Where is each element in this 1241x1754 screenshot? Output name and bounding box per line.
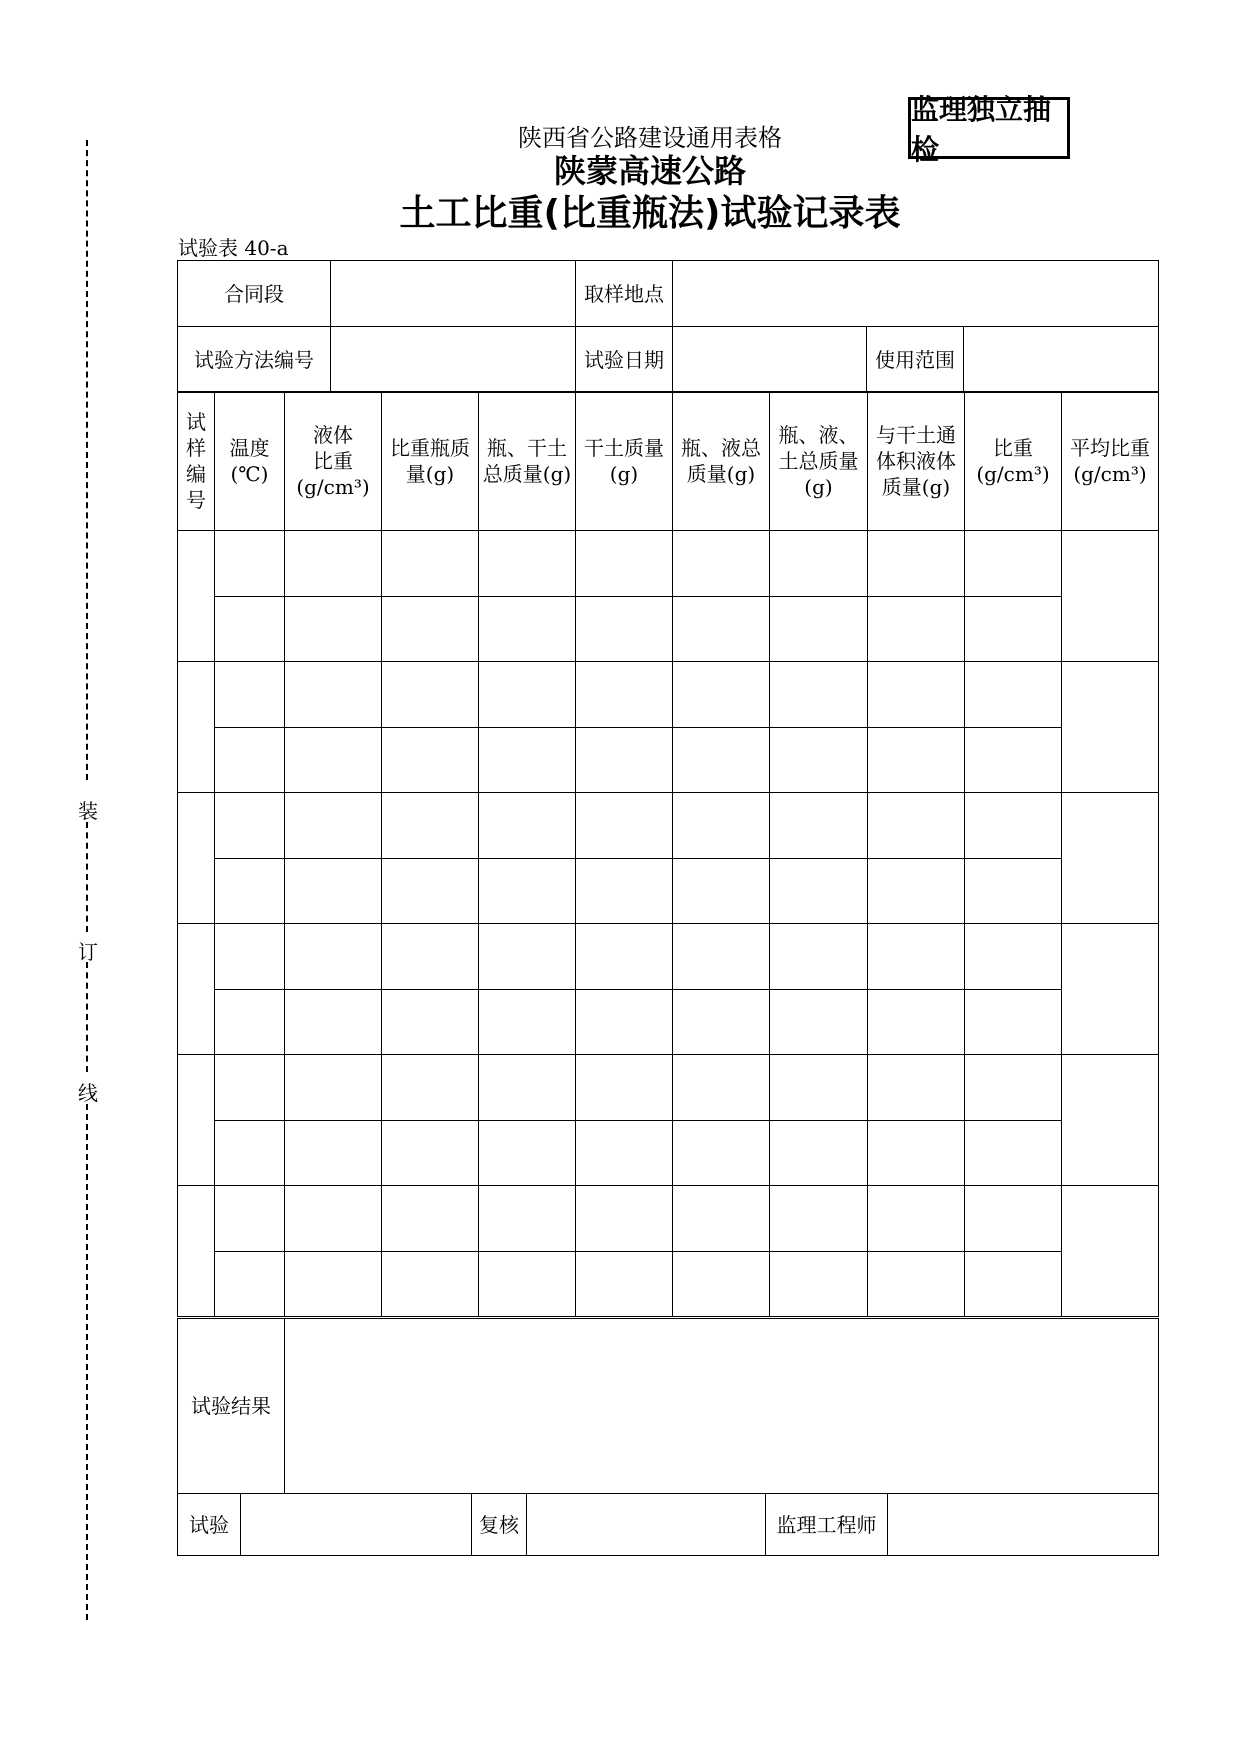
binding-line-bottom bbox=[86, 1104, 88, 1620]
form-code: 试验表 40-a bbox=[178, 236, 289, 260]
sample-no-cell[interactable] bbox=[178, 1055, 215, 1186]
result-label: 试验结果 bbox=[178, 1319, 285, 1494]
data-cell[interactable] bbox=[576, 531, 673, 597]
avg-specific-gravity-cell[interactable] bbox=[1062, 531, 1159, 662]
data-cell[interactable] bbox=[215, 924, 285, 990]
data-cell[interactable] bbox=[382, 1055, 479, 1121]
data-cell[interactable] bbox=[382, 531, 479, 597]
data-cell[interactable] bbox=[673, 1121, 770, 1186]
data-cell[interactable] bbox=[868, 990, 965, 1055]
data-cell[interactable] bbox=[770, 597, 868, 662]
data-cell[interactable] bbox=[285, 1121, 382, 1186]
data-cell[interactable] bbox=[965, 990, 1062, 1055]
data-cell[interactable] bbox=[576, 1055, 673, 1121]
data-cell[interactable] bbox=[965, 924, 1062, 990]
data-cell[interactable] bbox=[576, 990, 673, 1055]
table-row bbox=[178, 1252, 1159, 1317]
data-cell[interactable] bbox=[673, 1055, 770, 1121]
data-cell[interactable] bbox=[215, 597, 285, 662]
data-cell[interactable] bbox=[382, 597, 479, 662]
test-date-label: 试验日期 bbox=[576, 327, 673, 393]
table-row bbox=[178, 924, 1159, 990]
data-cell[interactable] bbox=[770, 1121, 868, 1186]
data-cell[interactable] bbox=[673, 859, 770, 924]
data-cell[interactable] bbox=[770, 1186, 868, 1252]
data-cell[interactable] bbox=[479, 924, 576, 990]
table-row bbox=[178, 1055, 1159, 1121]
data-cell[interactable] bbox=[868, 597, 965, 662]
usage-scope-label: 使用范围 bbox=[867, 327, 964, 393]
binding-char-zhuang: 装 bbox=[78, 799, 98, 823]
supervision-stamp: 监理独立抽检 bbox=[908, 97, 1070, 159]
data-cell[interactable] bbox=[285, 1055, 382, 1121]
data-cell[interactable] bbox=[215, 1055, 285, 1121]
data-cell[interactable] bbox=[479, 531, 576, 597]
binding-char-xian: 线 bbox=[78, 1081, 98, 1105]
binding-line-top bbox=[86, 140, 88, 780]
sampling-location-label: 取样地点 bbox=[576, 261, 673, 327]
method-number-label: 试验方法编号 bbox=[178, 327, 331, 393]
tester-field[interactable] bbox=[241, 1494, 472, 1556]
info-table bbox=[177, 260, 1159, 393]
data-cell[interactable] bbox=[479, 1186, 576, 1252]
data-cell[interactable] bbox=[770, 662, 868, 728]
tester-label: 试验 bbox=[178, 1494, 241, 1556]
data-cell[interactable] bbox=[868, 1252, 965, 1317]
data-cell[interactable] bbox=[285, 531, 382, 597]
col-bottle-mass: 比重瓶质 量(g) bbox=[382, 392, 479, 531]
data-cell[interactable] bbox=[215, 1121, 285, 1186]
data-cell[interactable] bbox=[479, 859, 576, 924]
reviewer-label: 复核 bbox=[472, 1494, 527, 1556]
sample-no-cell[interactable] bbox=[178, 1186, 215, 1317]
data-cell[interactable] bbox=[770, 728, 868, 793]
data-cell[interactable] bbox=[215, 859, 285, 924]
data-cell[interactable] bbox=[285, 662, 382, 728]
col-dry-soil-mass: 干土质量 (g) bbox=[576, 392, 673, 531]
data-cell[interactable] bbox=[576, 1121, 673, 1186]
supervisor-label: 监理工程师 bbox=[766, 1494, 888, 1556]
sample-no-cell[interactable] bbox=[178, 924, 215, 1055]
data-cell[interactable] bbox=[285, 924, 382, 990]
header-subtitle: 陕西省公路建设通用表格 bbox=[518, 124, 782, 152]
data-cell[interactable] bbox=[673, 597, 770, 662]
data-cell[interactable] bbox=[285, 728, 382, 793]
col-avg-specific-gravity: 平均比重 (g/cm³) bbox=[1062, 392, 1159, 531]
supervisor-field[interactable] bbox=[888, 1494, 1159, 1556]
avg-specific-gravity-cell[interactable] bbox=[1062, 1186, 1159, 1317]
data-cell[interactable] bbox=[382, 793, 479, 859]
data-cell[interactable] bbox=[479, 597, 576, 662]
data-cell[interactable] bbox=[285, 1186, 382, 1252]
data-cell[interactable] bbox=[673, 1186, 770, 1252]
data-cell[interactable] bbox=[576, 662, 673, 728]
data-cell[interactable] bbox=[576, 793, 673, 859]
data-cell[interactable] bbox=[673, 662, 770, 728]
header-project: 陕蒙高速公路 bbox=[553, 152, 746, 190]
data-cell[interactable] bbox=[770, 1252, 868, 1317]
data-cell[interactable] bbox=[673, 1252, 770, 1317]
data-cell[interactable] bbox=[965, 1121, 1062, 1186]
data-cell[interactable] bbox=[965, 1186, 1062, 1252]
binding-line-mid2 bbox=[86, 962, 88, 1072]
data-cell[interactable] bbox=[868, 531, 965, 597]
contract-section-field[interactable] bbox=[331, 261, 576, 327]
data-cell[interactable] bbox=[965, 597, 1062, 662]
data-cell[interactable] bbox=[382, 859, 479, 924]
data-cell[interactable] bbox=[965, 793, 1062, 859]
table-row bbox=[178, 597, 1159, 662]
result-table bbox=[177, 1318, 1159, 1494]
data-cell[interactable] bbox=[382, 1121, 479, 1186]
data-cell[interactable] bbox=[965, 728, 1062, 793]
data-cell[interactable] bbox=[673, 924, 770, 990]
data-cell[interactable] bbox=[868, 859, 965, 924]
binding-char-ding: 订 bbox=[78, 940, 98, 964]
data-cell[interactable] bbox=[285, 859, 382, 924]
data-cell[interactable] bbox=[576, 597, 673, 662]
binding-line-mid1 bbox=[86, 822, 88, 932]
table-row bbox=[178, 1121, 1159, 1186]
avg-specific-gravity-cell[interactable] bbox=[1062, 793, 1159, 924]
data-cell[interactable] bbox=[285, 793, 382, 859]
data-cell[interactable] bbox=[479, 728, 576, 793]
data-cell[interactable] bbox=[770, 990, 868, 1055]
data-cell[interactable] bbox=[770, 859, 868, 924]
col-temperature: 温度 (℃) bbox=[215, 392, 285, 531]
table-row bbox=[178, 990, 1159, 1055]
data-cell[interactable] bbox=[382, 728, 479, 793]
data-cell[interactable] bbox=[868, 662, 965, 728]
data-cell[interactable] bbox=[382, 1186, 479, 1252]
data-cell[interactable] bbox=[382, 1252, 479, 1317]
sample-no-cell[interactable] bbox=[178, 793, 215, 924]
data-cell[interactable] bbox=[770, 1055, 868, 1121]
data-cell[interactable] bbox=[215, 1186, 285, 1252]
col-bottle-liquid: 瓶、液总 质量(g) bbox=[673, 392, 770, 531]
data-cell[interactable] bbox=[215, 1252, 285, 1317]
data-cell[interactable] bbox=[868, 728, 965, 793]
data-cell[interactable] bbox=[215, 793, 285, 859]
data-cell[interactable] bbox=[215, 531, 285, 597]
header-title: 土工比重(比重瓶法)试验记录表 bbox=[399, 193, 901, 234]
table-row bbox=[178, 793, 1159, 859]
data-cell[interactable] bbox=[965, 859, 1062, 924]
data-cell[interactable] bbox=[673, 531, 770, 597]
avg-specific-gravity-cell[interactable] bbox=[1062, 924, 1159, 1055]
data-cell[interactable] bbox=[965, 531, 1062, 597]
data-cell[interactable] bbox=[382, 924, 479, 990]
data-cell[interactable] bbox=[479, 1055, 576, 1121]
test-date-field[interactable] bbox=[673, 327, 867, 393]
data-table bbox=[177, 391, 1159, 1317]
data-cell[interactable] bbox=[673, 793, 770, 859]
data-cell[interactable] bbox=[479, 990, 576, 1055]
col-sample-no: 试样编号 bbox=[178, 392, 215, 531]
col-specific-gravity: 比重 (g/cm³) bbox=[965, 392, 1062, 531]
data-rows bbox=[178, 531, 1159, 1317]
data-cell[interactable] bbox=[576, 924, 673, 990]
col-equal-volume-liquid: 与干土通 体积液体 质量(g) bbox=[868, 392, 965, 531]
data-cell[interactable] bbox=[965, 1055, 1062, 1121]
data-cell[interactable] bbox=[868, 1121, 965, 1186]
column-header-row bbox=[178, 392, 1159, 531]
table-row bbox=[178, 531, 1159, 597]
usage-scope-field[interactable] bbox=[964, 327, 1159, 393]
data-cell[interactable] bbox=[576, 1186, 673, 1252]
data-cell[interactable] bbox=[770, 531, 868, 597]
data-cell[interactable] bbox=[770, 924, 868, 990]
data-cell[interactable] bbox=[215, 990, 285, 1055]
data-cell[interactable] bbox=[673, 990, 770, 1055]
signature-table bbox=[177, 1493, 1159, 1556]
table-row bbox=[178, 662, 1159, 728]
data-cell[interactable] bbox=[576, 859, 673, 924]
data-cell[interactable] bbox=[479, 1121, 576, 1186]
reviewer-field[interactable] bbox=[527, 1494, 766, 1556]
data-cell[interactable] bbox=[285, 597, 382, 662]
col-bottle-liquid-soil: 瓶、液、 土总质量 (g) bbox=[770, 392, 868, 531]
data-cell[interactable] bbox=[576, 728, 673, 793]
data-cell[interactable] bbox=[382, 662, 479, 728]
data-cell[interactable] bbox=[285, 1252, 382, 1317]
data-cell[interactable] bbox=[673, 728, 770, 793]
method-number-field[interactable] bbox=[331, 327, 576, 393]
avg-specific-gravity-cell[interactable] bbox=[1062, 1055, 1159, 1186]
data-cell[interactable] bbox=[215, 728, 285, 793]
col-liquid-density: 液体 比重 (g/cm³) bbox=[285, 392, 382, 531]
data-cell[interactable] bbox=[965, 1252, 1062, 1317]
contract-section-label: 合同段 bbox=[178, 261, 331, 327]
sample-no-cell[interactable] bbox=[178, 662, 215, 793]
data-cell[interactable] bbox=[479, 662, 576, 728]
data-cell[interactable] bbox=[868, 793, 965, 859]
data-cell[interactable] bbox=[770, 793, 868, 859]
data-cell[interactable] bbox=[868, 924, 965, 990]
data-cell[interactable] bbox=[576, 1252, 673, 1317]
sampling-location-field[interactable] bbox=[673, 261, 1159, 327]
data-cell[interactable] bbox=[868, 1186, 965, 1252]
table-row bbox=[178, 859, 1159, 924]
sample-no-cell[interactable] bbox=[178, 531, 215, 662]
result-field[interactable] bbox=[285, 1319, 1159, 1494]
avg-specific-gravity-cell[interactable] bbox=[1062, 662, 1159, 793]
data-cell[interactable] bbox=[965, 662, 1062, 728]
col-bottle-dry-soil: 瓶、干土 总质量(g) bbox=[479, 392, 576, 531]
table-row bbox=[178, 728, 1159, 793]
data-cell[interactable] bbox=[285, 990, 382, 1055]
data-cell[interactable] bbox=[382, 990, 479, 1055]
data-cell[interactable] bbox=[479, 1252, 576, 1317]
data-cell[interactable] bbox=[479, 793, 576, 859]
data-cell[interactable] bbox=[868, 1055, 965, 1121]
table-row bbox=[178, 1186, 1159, 1252]
data-cell[interactable] bbox=[215, 662, 285, 728]
